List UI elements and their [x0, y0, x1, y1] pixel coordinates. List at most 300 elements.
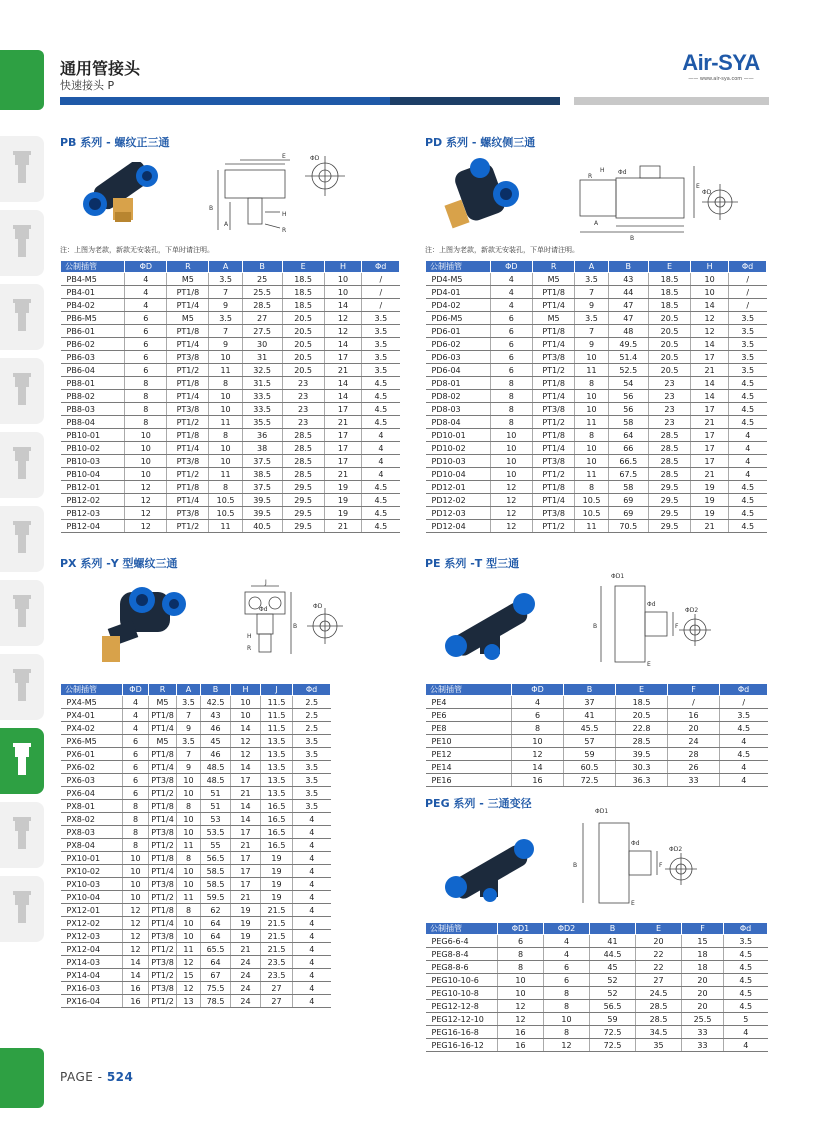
table-cell: 4 — [293, 839, 331, 852]
table-cell: 35 — [636, 1039, 682, 1052]
table-cell: 4.5 — [729, 390, 767, 403]
table-cell: 23.5 — [261, 969, 293, 982]
table-cell: 4.5 — [362, 416, 400, 429]
table-cell: 4 — [293, 826, 331, 839]
table-row — [61, 800, 331, 813]
table-cell: 10 — [691, 273, 729, 286]
pb-drawing — [200, 152, 380, 242]
table-cell: 4 — [293, 813, 331, 826]
table-cell: 25.5 — [682, 1013, 724, 1026]
table-cell: PT1/4 — [532, 299, 574, 312]
table-cell: 12 — [691, 325, 729, 338]
table-cell: PB12-01 — [61, 481, 125, 494]
table-cell: 3.5 — [209, 312, 242, 325]
filter-icon[interactable] — [0, 136, 44, 202]
table-row — [61, 826, 331, 839]
table-cell: PEG8-8-6 — [426, 961, 498, 974]
table-row — [61, 878, 331, 891]
table-row — [61, 761, 331, 774]
table-row — [61, 696, 331, 709]
table-cell: 48 — [608, 325, 648, 338]
table-cell: 10 — [123, 852, 149, 865]
table-cell: 29.5 — [282, 494, 324, 507]
table-cell: 3.5 — [729, 325, 767, 338]
table-cell: 4.5 — [362, 494, 400, 507]
table-cell: 36.3 — [616, 774, 668, 787]
table-row — [426, 338, 767, 351]
table-row — [61, 520, 400, 533]
table-cell: 3.5 — [362, 351, 400, 364]
table-row — [61, 787, 331, 800]
table-cell: PX16-04 — [61, 995, 123, 1008]
table-cell: 12 — [498, 1013, 544, 1026]
table-cell: 14 — [691, 299, 729, 312]
table-cell: PX10-01 — [61, 852, 123, 865]
table-cell: 10 — [498, 987, 544, 1000]
table-cell: PT1/4 — [532, 494, 574, 507]
pd-section-title: PD 系列 - 螺纹侧三通 — [425, 136, 536, 149]
pe-column-header: B — [564, 684, 616, 696]
table-cell: 4.5 — [362, 390, 400, 403]
elbow-fitting-icon[interactable] — [0, 728, 44, 794]
table-cell: 8 — [544, 987, 590, 1000]
table-cell: 28.5 — [242, 299, 282, 312]
table-cell: PT1/8 — [532, 325, 574, 338]
table-cell: 10 — [575, 442, 608, 455]
table-row — [426, 455, 767, 468]
table-cell: 14 — [231, 800, 261, 813]
pb-dim-r: R — [282, 227, 287, 234]
table-cell: PX14-04 — [61, 969, 123, 982]
pd-drawing — [570, 152, 770, 242]
fitting-icon[interactable] — [0, 358, 44, 424]
pd-dim-phiD: ΦD — [702, 189, 712, 196]
brand-name: Air-SYA — [682, 50, 760, 75]
table-cell: 16 — [498, 1026, 544, 1039]
peg-column-header: ΦD2 — [544, 923, 590, 935]
table-cell: 21 — [691, 468, 729, 481]
table-cell: 56.5 — [590, 1000, 636, 1013]
table-row — [426, 735, 768, 748]
table-row — [426, 974, 768, 987]
table-row — [61, 377, 400, 390]
table-cell: PE6 — [426, 709, 512, 722]
pd-column-header: E — [648, 261, 690, 273]
header-bar-gray — [574, 97, 769, 105]
table-cell: 10 — [123, 891, 149, 904]
table-cell: PT3/8 — [149, 774, 177, 787]
table-row — [426, 520, 767, 533]
table-cell: 7 — [209, 325, 242, 338]
table-cell: 18 — [682, 961, 724, 974]
table-cell: 56.5 — [201, 852, 231, 865]
table-cell: PD12-03 — [426, 507, 491, 520]
table-cell: 16.5 — [261, 813, 293, 826]
table-cell: 4 — [490, 286, 532, 299]
table-cell: 37 — [564, 696, 616, 709]
table-cell: PB4-01 — [61, 286, 125, 299]
pb-dim-h: H — [282, 211, 287, 218]
table-cell: PB4-02 — [61, 299, 125, 312]
page-prefix: PAGE - — [60, 1070, 107, 1084]
table-cell: 21 — [324, 416, 362, 429]
table-cell: 18.5 — [282, 299, 324, 312]
table-cell: 51 — [201, 787, 231, 800]
table-cell: 4 — [293, 865, 331, 878]
table-cell: PT1/4 — [149, 761, 177, 774]
table-cell: 33 — [682, 1039, 724, 1052]
table-cell: 18.5 — [616, 696, 668, 709]
table-cell: 4.5 — [729, 481, 767, 494]
table-cell: 4 — [293, 878, 331, 891]
table-cell: 30.3 — [616, 761, 668, 774]
pb-column-header: Φd — [362, 261, 400, 273]
table-cell: / — [362, 286, 400, 299]
pe-column-header: E — [616, 684, 668, 696]
table-cell: PT3/8 — [532, 455, 574, 468]
table-cell: 12 — [490, 481, 532, 494]
pd-column-header: B — [608, 261, 648, 273]
table-cell: 6 — [490, 325, 532, 338]
table-cell: 21 — [231, 839, 261, 852]
peg-section-title: PEG 系列 - 三通变径 — [425, 797, 532, 810]
table-cell: PEG10-10-6 — [426, 974, 498, 987]
table-row — [61, 286, 400, 299]
table-cell: PT3/8 — [532, 507, 574, 520]
manifold-icon[interactable] — [0, 654, 44, 720]
table-row — [426, 416, 767, 429]
table-row — [61, 709, 331, 722]
table-cell: 10 — [490, 468, 532, 481]
table-cell: PT1/8 — [149, 904, 177, 917]
table-cell: 4.5 — [724, 961, 768, 974]
table-cell: PD8-02 — [426, 390, 491, 403]
table-row — [426, 351, 767, 364]
peg-column-header: F — [682, 923, 724, 935]
px-spec-table — [60, 683, 331, 1008]
table-cell: PT1/4 — [167, 299, 209, 312]
pd-column-header: R — [532, 261, 574, 273]
table-cell: 24 — [231, 969, 261, 982]
regulator-icon[interactable] — [0, 284, 44, 350]
px-column-header: H — [231, 684, 261, 696]
px-column-header: J — [261, 684, 293, 696]
table-cell: PD4-02 — [426, 299, 491, 312]
table-cell: 27.5 — [242, 325, 282, 338]
peg-dim-f: F — [659, 862, 663, 869]
table-row — [426, 286, 767, 299]
table-cell: 41 — [590, 935, 636, 948]
px-section-title: PX 系列 -Y 型螺纹三通 — [60, 557, 178, 570]
table-cell: 12 — [490, 494, 532, 507]
valve-icon[interactable] — [0, 432, 44, 498]
table-cell: PEG12-12-8 — [426, 1000, 498, 1013]
table-cell: 4.5 — [724, 974, 768, 987]
table-cell: PD12-02 — [426, 494, 491, 507]
table-row — [426, 961, 768, 974]
table-cell: 24.5 — [636, 987, 682, 1000]
table-cell: 11 — [177, 839, 201, 852]
table-cell: 15 — [682, 935, 724, 948]
px-dim-h: H — [247, 633, 252, 640]
table-cell: 6 — [123, 761, 149, 774]
table-cell: 3.5 — [362, 338, 400, 351]
table-cell: PB8-03 — [61, 403, 125, 416]
table-cell: 25 — [242, 273, 282, 286]
table-cell: 19 — [261, 865, 293, 878]
table-cell: PT1/2 — [167, 520, 209, 533]
pd-column-header: A — [575, 261, 608, 273]
table-row — [61, 930, 331, 943]
table-cell: 4.5 — [362, 507, 400, 520]
table-cell: 14 — [123, 969, 149, 982]
table-cell: 12 — [123, 917, 149, 930]
actuator-icon[interactable] — [0, 506, 44, 572]
pe-drawing — [585, 570, 725, 670]
table-row — [61, 351, 400, 364]
peg-dim-phid2: ΦD2 — [669, 846, 683, 853]
table-cell: 57 — [564, 735, 616, 748]
table-cell: PT1/8 — [167, 286, 209, 299]
table-cell: 6 — [544, 974, 590, 987]
table-cell: 4.5 — [724, 948, 768, 961]
table-cell: 14 — [324, 338, 362, 351]
table-cell: PT1/4 — [149, 722, 177, 735]
table-cell: 8 — [125, 403, 167, 416]
table-cell: 10 — [209, 390, 242, 403]
table-cell: 37.5 — [242, 455, 282, 468]
table-cell: PT1/4 — [167, 338, 209, 351]
pe-dim-phid: Φd — [647, 601, 656, 608]
table-cell: PB6-M5 — [61, 312, 125, 325]
table-cell: 4.5 — [729, 507, 767, 520]
silencer-icon[interactable] — [0, 802, 44, 868]
table-row — [61, 299, 400, 312]
table-cell: 6 — [544, 961, 590, 974]
sidebar — [0, 136, 44, 1036]
table-cell: 10 — [177, 774, 201, 787]
table-cell: 8 — [123, 800, 149, 813]
table-cell: 21 — [691, 520, 729, 533]
table-cell: 20.5 — [282, 351, 324, 364]
table-cell: 17 — [231, 878, 261, 891]
table-cell: PT1/8 — [149, 709, 177, 722]
table-cell: 4.5 — [720, 722, 768, 735]
table-cell: 43 — [201, 709, 231, 722]
table-cell: PX4-M5 — [61, 696, 123, 709]
table-cell: 20.5 — [282, 312, 324, 325]
table-cell: PD6-M5 — [426, 312, 491, 325]
px-dim-b: B — [293, 623, 298, 630]
table-cell: PT1/2 — [149, 943, 177, 956]
table-cell: 20.5 — [616, 709, 668, 722]
table-cell: 10 — [209, 442, 242, 455]
table-cell: 28.5 — [282, 442, 324, 455]
table-cell: 18.5 — [648, 299, 690, 312]
table-cell: M5 — [167, 273, 209, 286]
table-cell: 3.5 — [729, 364, 767, 377]
table-cell: PB6-02 — [61, 338, 125, 351]
table-cell: 10 — [209, 351, 242, 364]
table-cell: 10.5 — [209, 507, 242, 520]
pd-product-photo — [440, 156, 530, 236]
chapter-tab-top — [0, 50, 44, 110]
table-cell: 28.5 — [282, 455, 324, 468]
table-row — [61, 416, 400, 429]
table-row — [426, 1039, 768, 1052]
table-cell: PD4-01 — [426, 286, 491, 299]
table-cell: 12 — [544, 1039, 590, 1052]
table-cell: 3.5 — [177, 735, 201, 748]
pb-product-photo — [75, 162, 175, 232]
table-cell: PT1/2 — [149, 839, 177, 852]
table-cell: 59 — [564, 748, 616, 761]
table-cell: 16 — [512, 774, 564, 787]
pb-note: 注：上图为老款，新款无安装孔，下单时请注明。 — [60, 246, 214, 254]
table-cell: PT3/8 — [167, 351, 209, 364]
table-cell: 18 — [682, 948, 724, 961]
table-cell: 17 — [324, 429, 362, 442]
table-cell: 4.5 — [362, 520, 400, 533]
table-cell: PB6-04 — [61, 364, 125, 377]
table-cell: 16 — [123, 995, 149, 1008]
table-cell: 10 — [177, 813, 201, 826]
table-cell: 32.5 — [242, 364, 282, 377]
table-cell: 10 — [125, 455, 167, 468]
table-cell: 11 — [575, 416, 608, 429]
table-cell: PT1/4 — [167, 442, 209, 455]
table-cell: PB8-01 — [61, 377, 125, 390]
table-row — [426, 935, 768, 948]
table-cell: 21 — [231, 943, 261, 956]
table-row — [61, 455, 400, 468]
table-row — [426, 722, 768, 735]
table-cell: PT1/8 — [149, 748, 177, 761]
table-cell: 47 — [608, 299, 648, 312]
table-cell: 8 — [125, 377, 167, 390]
table-cell: 15 — [177, 969, 201, 982]
table-cell: PE10 — [426, 735, 512, 748]
brand-logo — [672, 50, 770, 82]
table-row — [426, 494, 767, 507]
table-cell: PX4-01 — [61, 709, 123, 722]
table-cell: 3.5 — [362, 325, 400, 338]
table-cell: 20 — [682, 974, 724, 987]
table-cell: 21.5 — [261, 943, 293, 956]
table-cell: 4 — [125, 273, 167, 286]
px-product-photo — [90, 582, 200, 672]
px-column-header: B — [201, 684, 231, 696]
peg-dim-b: B — [573, 862, 578, 869]
table-cell: 6 — [125, 351, 167, 364]
pd-column-header: H — [691, 261, 729, 273]
table-cell: 28.5 — [636, 1000, 682, 1013]
table-cell: 14 — [324, 299, 362, 312]
table-cell: 7 — [209, 286, 242, 299]
table-cell: PD8-01 — [426, 377, 491, 390]
table-cell: PT1/8 — [167, 377, 209, 390]
table-cell: 3.5 — [575, 312, 608, 325]
table-row — [426, 299, 767, 312]
table-cell: 66.5 — [608, 455, 648, 468]
table-row — [61, 735, 331, 748]
table-cell: PT1/2 — [149, 995, 177, 1008]
table-cell: PD12-04 — [426, 520, 491, 533]
table-row — [61, 403, 400, 416]
coupler-icon[interactable] — [0, 876, 44, 942]
table-cell: 29.5 — [648, 507, 690, 520]
table-cell: 23 — [648, 390, 690, 403]
table-cell: 37.5 — [242, 481, 282, 494]
table-cell: 3.5 — [293, 787, 331, 800]
table-cell: PX8-02 — [61, 813, 123, 826]
table-cell: 20 — [682, 1000, 724, 1013]
gripper-icon[interactable] — [0, 580, 44, 646]
table-cell: 7 — [575, 325, 608, 338]
table-cell: 64 — [608, 429, 648, 442]
table-row — [426, 948, 768, 961]
table-row — [61, 429, 400, 442]
table-row — [61, 917, 331, 930]
table-cell: PE12 — [426, 748, 512, 761]
table-cell: PB10-01 — [61, 429, 125, 442]
table-cell: 10 — [125, 468, 167, 481]
table-cell: 72.5 — [590, 1039, 636, 1052]
table-cell: 13.5 — [261, 774, 293, 787]
table-cell: 19 — [324, 507, 362, 520]
table-cell: M5 — [149, 696, 177, 709]
table-cell: PX6-01 — [61, 748, 123, 761]
table-cell: 19 — [261, 852, 293, 865]
table-cell: 42.5 — [201, 696, 231, 709]
table-cell: 21.5 — [261, 904, 293, 917]
table-cell: 28.5 — [636, 1013, 682, 1026]
table-cell: 11 — [177, 891, 201, 904]
table-cell: 12 — [123, 930, 149, 943]
table-cell: 51.4 — [608, 351, 648, 364]
table-cell: 23 — [648, 377, 690, 390]
table-cell: PT1/4 — [532, 390, 574, 403]
table-cell: 62 — [201, 904, 231, 917]
pd-dim-phid: Φd — [618, 169, 627, 176]
header-bar-blue — [60, 97, 390, 105]
table-cell: 12 — [125, 481, 167, 494]
table-cell: 3.5 — [293, 735, 331, 748]
table-row — [61, 481, 400, 494]
table-cell: 33 — [682, 1026, 724, 1039]
table-row — [426, 429, 767, 442]
table-cell: PT3/8 — [532, 351, 574, 364]
table-cell: PX8-03 — [61, 826, 123, 839]
table-cell: 10 — [177, 865, 201, 878]
table-cell: 29.5 — [282, 507, 324, 520]
table-cell: 20.5 — [648, 338, 690, 351]
table-cell: PX8-04 — [61, 839, 123, 852]
table-cell: PB10-04 — [61, 468, 125, 481]
table-cell: 19 — [231, 904, 261, 917]
table-cell: 33.5 — [242, 390, 282, 403]
pd-dim-e: E — [696, 183, 700, 190]
table-cell: PD6-02 — [426, 338, 491, 351]
table-cell: 8 — [125, 390, 167, 403]
table-cell: 8 — [575, 377, 608, 390]
table-cell: 16 — [668, 709, 720, 722]
lubricator-icon[interactable] — [0, 210, 44, 276]
table-cell: 6 — [123, 774, 149, 787]
table-cell: 28.5 — [282, 429, 324, 442]
table-cell: 4 — [293, 943, 331, 956]
table-cell: 3.5 — [293, 748, 331, 761]
